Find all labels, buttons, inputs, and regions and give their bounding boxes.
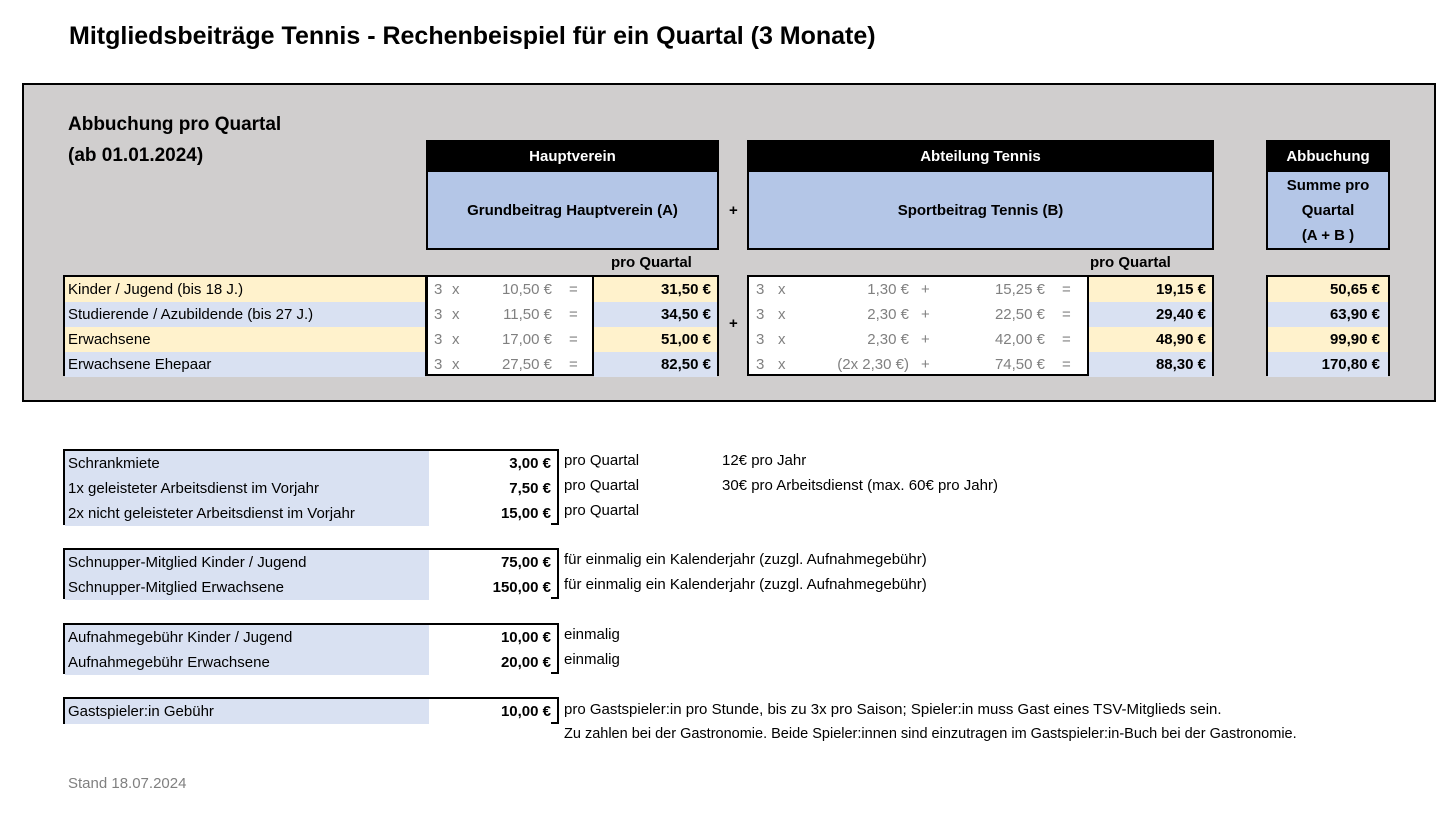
sportbeitrag-table [747,275,1214,376]
quarter-total-a: 34,50 € [594,302,717,327]
plus-sign: + [921,356,930,373]
multiplier: 3 [756,281,765,298]
stand-date: Stand 18.07.2024 [68,775,187,792]
schnupper-label: Schnupper-Mitglied Kinder / Jugend [65,550,429,575]
schnupper-value: 75,00 € [429,550,551,575]
monthly-rate: 17,00 € [501,331,552,348]
schnupper-label: Schnupper-Mitglied Erwachsene [65,575,429,600]
schnupper-note: für einmalig ein Kalenderjahr (zuzgl. Aufnahmegebühr) [564,576,927,593]
header-summe-line2: Quartal [1301,201,1355,219]
page-title: Mitgliedsbeiträge Tennis - Rechenbeispiel für ein Quartal (3 Monate) [69,22,876,50]
monthly-rate: 2,30 € [867,331,909,348]
fee-row [65,451,557,476]
header-sportbeitrag: Sportbeitrag Tennis (B) [747,172,1214,250]
fee-note: pro Quartal [564,502,640,519]
equals-sign: = [1062,306,1071,323]
category-row [65,352,425,377]
multiplier: 3 [756,331,765,348]
grundbeitrag-row [428,352,717,377]
category-row [65,327,425,352]
equals-sign: = [569,356,578,373]
multiplier: 3 [756,306,765,323]
sportbeitrag-row [749,302,1212,327]
category-label: Erwachsene [68,331,151,348]
monthly-rate: 11,50 € [503,306,552,323]
gast-table [63,697,559,724]
multiplier: 3 [434,306,443,323]
sum-row [1268,302,1388,327]
fee-label: 2x nicht geleisteter Arbeitsdienst im Vorjahr [65,501,429,526]
fee-note: pro Quartal [564,452,640,469]
category-row [65,277,425,302]
quarter-add: 74,50 € [994,356,1045,373]
aufnahme-note: einmalig [564,626,620,643]
table-plus-sign: + [729,315,738,332]
sum-row [1268,352,1388,377]
gast-note-line2: Zu zahlen bei der Gastronomie. Beide Spieler:innen sind einzutragen im Gastspieler:in-Buch bei der Gastronomie. [564,726,1297,742]
grundbeitrag-row [428,277,717,302]
schnupper-note: für einmalig ein Kalenderjahr (zuzgl. Aufnahmegebühr) [564,551,927,568]
section-date: (ab 01.01.2024) [68,145,204,166]
fees-table [63,449,559,525]
multiplier: 3 [756,356,765,373]
gast-value: 10,00 € [429,699,551,724]
schnupper-row [65,550,557,575]
fee-extra: 30€ pro Arbeitsdienst (max. 60€ pro Jahr) [722,477,998,494]
equals-sign: = [1062,281,1071,298]
header-summe-line3: (A + B ) [1301,226,1355,244]
gast-note-line1: pro Gastspieler:in pro Stunde, bis zu 3x pro Saison; Spieler:in muss Gast eines TSV-Mitglieds sein. [564,701,1222,718]
monthly-rate: 1,30 € [867,281,909,298]
aufnahme-row [65,625,557,650]
category-table [63,275,427,376]
sportbeitrag-row [749,352,1212,377]
times-sign: x [778,331,786,348]
multiplier: 3 [434,281,443,298]
header-abbuchung: Abbuchung [1266,140,1390,172]
fee-extra: 12€ pro Jahr [722,452,807,469]
category-label: Kinder / Jugend (bis 18 J.) [68,281,244,298]
category-row [65,302,425,327]
pro-quartal-label-a: pro Quartal [611,254,692,271]
monthly-rate: (2x 2,30 €) [837,356,909,373]
aufnahme-table [63,623,559,674]
quarter-total-a: 82,50 € [594,352,717,377]
pro-quartal-label-b: pro Quartal [1090,254,1171,271]
gast-label: Gastspieler:in Gebühr [65,699,429,724]
category-label: Studierende / Azubildende (bis 27 J.) [68,306,314,323]
sportbeitrag-row [749,277,1212,302]
multiplier: 3 [434,356,443,373]
sum-row [1268,277,1388,302]
fee-value: 15,00 € [429,501,551,526]
quarter-total-a: 31,50 € [594,277,717,302]
category-label: Erwachsene Ehepaar [68,356,212,373]
header-grundbeitrag: Grundbeitrag Hauptverein (A) [426,172,719,250]
equals-sign: = [569,281,578,298]
quarter-total-a: 51,00 € [594,327,717,352]
aufnahme-label: Aufnahmegebühr Kinder / Jugend [65,625,429,650]
fee-note: pro Quartal [564,477,640,494]
header-plus-sign: + [729,202,738,219]
plus-sign: + [921,331,930,348]
fee-value: 7,50 € [429,476,551,501]
fee-row [65,476,557,501]
monthly-rate: 10,50 € [501,281,552,298]
multiplier: 3 [434,331,443,348]
times-sign: x [452,331,460,348]
header-summe-line1: Summe pro [1286,176,1370,194]
equals-sign: = [1062,356,1071,373]
header-abteilung-tennis: Abteilung Tennis [747,140,1214,172]
quarter-total-b: 19,15 € [1089,277,1212,302]
aufnahme-value: 10,00 € [429,625,551,650]
quarter-add: 42,00 € [994,331,1045,348]
sum-value: 63,90 € [1329,306,1380,323]
times-sign: x [452,281,460,298]
times-sign: x [452,306,460,323]
quarter-add: 22,50 € [994,306,1045,323]
sum-table [1266,275,1390,376]
equals-sign: = [569,306,578,323]
monthly-rate: 27,50 € [501,356,552,373]
grundbeitrag-row [428,302,717,327]
header-hauptverein: Hauptverein [426,140,719,172]
monthly-rate: 2,30 € [867,306,909,323]
schnupper-table [63,548,559,599]
plus-sign: + [921,281,930,298]
quarter-total-b: 48,90 € [1089,327,1212,352]
sportbeitrag-row [749,327,1212,352]
plus-sign: + [921,306,930,323]
times-sign: x [778,356,786,373]
schnupper-value: 150,00 € [429,575,551,600]
times-sign: x [452,356,460,373]
section-title: Abbuchung pro Quartal [68,114,282,135]
fee-label: 1x geleisteter Arbeitsdienst im Vorjahr [65,476,429,501]
sum-row [1268,327,1388,352]
equals-sign: = [569,331,578,348]
sum-value: 50,65 € [1329,281,1380,298]
quarter-total-b: 29,40 € [1089,302,1212,327]
equals-sign: = [1062,331,1071,348]
aufnahme-label: Aufnahmegebühr Erwachsene [65,650,429,675]
times-sign: x [778,281,786,298]
aufnahme-row [65,650,557,675]
times-sign: x [778,306,786,323]
header-summe [1266,172,1390,250]
fee-label: Schrankmiete [65,451,429,476]
aufnahme-value: 20,00 € [429,650,551,675]
sum-value: 170,80 € [1321,356,1380,373]
quarter-add: 15,25 € [994,281,1045,298]
grundbeitrag-row [428,327,717,352]
quarter-total-b: 88,30 € [1089,352,1212,377]
fee-row [65,501,557,526]
fee-value: 3,00 € [429,451,551,476]
grundbeitrag-table [426,275,719,376]
aufnahme-note: einmalig [564,651,620,668]
gast-row [65,699,557,724]
sum-value: 99,90 € [1329,331,1380,348]
schnupper-row [65,575,557,600]
